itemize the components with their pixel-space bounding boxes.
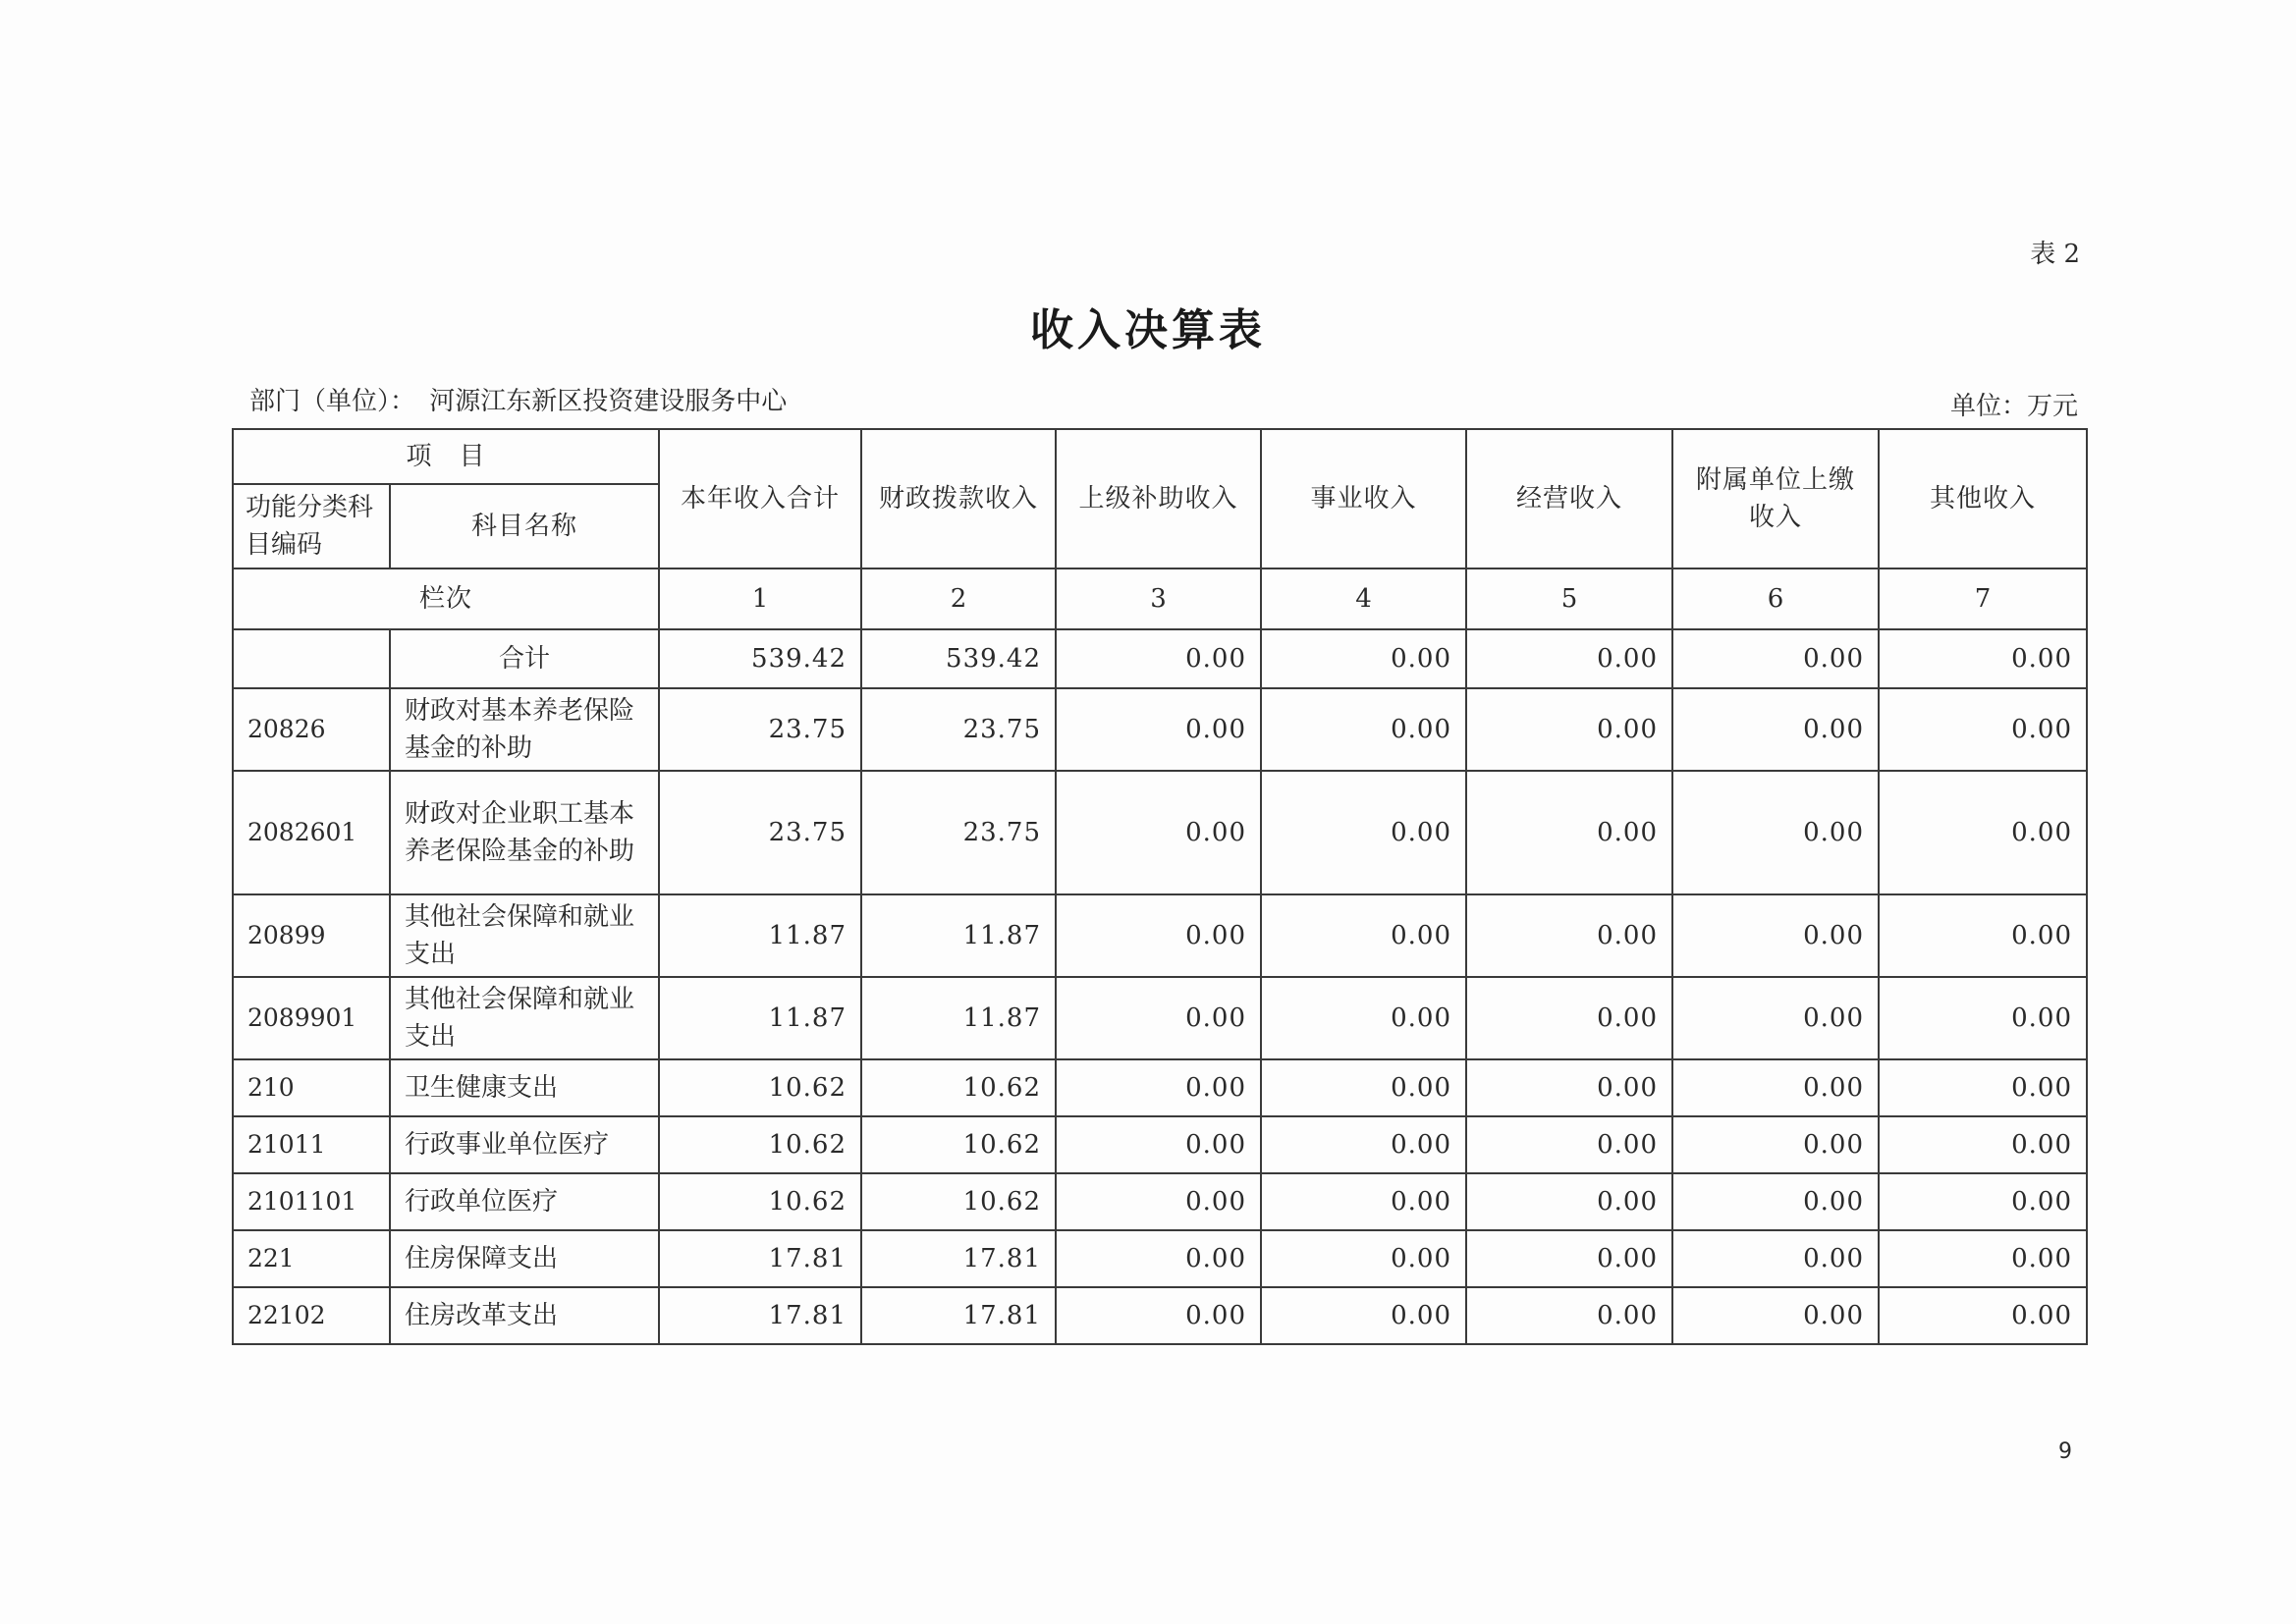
index-row xyxy=(233,568,2087,629)
header-item: 项 目 xyxy=(233,429,659,484)
row-value-3: 0.00 xyxy=(1056,977,1261,1059)
row-value-7: 0.00 xyxy=(1879,894,2087,977)
department-name: 河源江东新区投资建设服务中心 xyxy=(429,387,788,416)
row-value-1: 23.75 xyxy=(659,771,861,894)
row-value-4: 0.00 xyxy=(1261,771,1466,894)
row-code: 2089901 xyxy=(233,977,390,1059)
row-value-6: 0.00 xyxy=(1672,1116,1879,1173)
page-number: 9 xyxy=(2058,1439,2072,1464)
row-value-7: 0.00 xyxy=(1879,1116,2087,1173)
row-value-4: 0.00 xyxy=(1261,1230,1466,1287)
row-name: 住房保障支出 xyxy=(390,1230,659,1287)
row-value-1: 10.62 xyxy=(659,1173,861,1230)
row-value-6: 0.00 xyxy=(1672,977,1879,1059)
row-value-4: 0.00 xyxy=(1261,977,1466,1059)
row-value-4: 0.00 xyxy=(1261,1116,1466,1173)
table-row xyxy=(233,894,2087,977)
row-value-7: 0.00 xyxy=(1879,1059,2087,1116)
total-value-4: 0.00 xyxy=(1261,629,1466,688)
row-value-5: 0.00 xyxy=(1466,1173,1672,1230)
total-value-6: 0.00 xyxy=(1672,629,1879,688)
row-value-6: 0.00 xyxy=(1672,894,1879,977)
total-value-1: 539.42 xyxy=(659,629,861,688)
row-code: 2082601 xyxy=(233,771,390,894)
index-3: 3 xyxy=(1056,568,1261,629)
table-number: 表 2 xyxy=(2030,240,2080,269)
row-value-5: 0.00 xyxy=(1466,688,1672,771)
row-value-1: 11.87 xyxy=(659,977,861,1059)
income-table xyxy=(232,428,2088,1345)
total-label: 合计 xyxy=(390,629,659,688)
row-value-5: 0.00 xyxy=(1466,1116,1672,1173)
table-row xyxy=(233,1059,2087,1116)
row-value-3: 0.00 xyxy=(1056,1230,1261,1287)
header-name: 科目名称 xyxy=(390,484,659,568)
index-6: 6 xyxy=(1672,568,1879,629)
row-name: 财政对基本养老保险基金的补助 xyxy=(390,688,659,771)
unit-label: 单位：万元 xyxy=(1949,392,2078,421)
total-code-cell xyxy=(233,629,390,688)
row-value-5: 0.00 xyxy=(1466,771,1672,894)
page-title: 收入决算表 xyxy=(1030,305,1266,355)
row-value-1: 11.87 xyxy=(659,894,861,977)
table-row xyxy=(233,1230,2087,1287)
header-col-5: 经营收入 xyxy=(1466,429,1672,568)
header-col-3: 上级补助收入 xyxy=(1056,429,1261,568)
row-value-2: 23.75 xyxy=(861,688,1056,771)
row-name: 住房改革支出 xyxy=(390,1287,659,1344)
total-value-2: 539.42 xyxy=(861,629,1056,688)
header-code: 功能分类科目编码 xyxy=(233,484,390,568)
row-value-6: 0.00 xyxy=(1672,1059,1879,1116)
row-value-5: 0.00 xyxy=(1466,977,1672,1059)
row-value-7: 0.00 xyxy=(1879,977,2087,1059)
row-code: 20899 xyxy=(233,894,390,977)
header-row-1 xyxy=(233,429,2087,484)
row-value-2: 10.62 xyxy=(861,1059,1056,1116)
index-4: 4 xyxy=(1261,568,1466,629)
row-name: 行政单位医疗 xyxy=(390,1173,659,1230)
row-value-3: 0.00 xyxy=(1056,1287,1261,1344)
row-value-3: 0.00 xyxy=(1056,1059,1261,1116)
row-code: 210 xyxy=(233,1059,390,1116)
table-row xyxy=(233,1173,2087,1230)
row-name: 其他社会保障和就业支出 xyxy=(390,894,659,977)
table-row xyxy=(233,771,2087,894)
row-value-2: 11.87 xyxy=(861,977,1056,1059)
table-row xyxy=(233,977,2087,1059)
index-5: 5 xyxy=(1466,568,1672,629)
row-code: 221 xyxy=(233,1230,390,1287)
row-code: 21011 xyxy=(233,1116,390,1173)
total-row xyxy=(233,629,2087,688)
total-value-7: 0.00 xyxy=(1879,629,2087,688)
header-col-2: 财政拨款收入 xyxy=(861,429,1056,568)
index-1: 1 xyxy=(659,568,861,629)
row-value-6: 0.00 xyxy=(1672,1173,1879,1230)
row-value-7: 0.00 xyxy=(1879,688,2087,771)
row-value-2: 17.81 xyxy=(861,1287,1056,1344)
header-col-6: 附属单位上缴收入 xyxy=(1672,429,1879,568)
header-col-7: 其他收入 xyxy=(1879,429,2087,568)
index-label: 栏次 xyxy=(233,568,659,629)
row-value-5: 0.00 xyxy=(1466,1059,1672,1116)
row-value-4: 0.00 xyxy=(1261,1287,1466,1344)
row-name: 卫生健康支出 xyxy=(390,1059,659,1116)
row-value-2: 10.62 xyxy=(861,1173,1056,1230)
row-value-4: 0.00 xyxy=(1261,1173,1466,1230)
row-name: 财政对企业职工基本养老保险基金的补助 xyxy=(390,771,659,894)
row-value-1: 17.81 xyxy=(659,1287,861,1344)
row-value-4: 0.00 xyxy=(1261,1059,1466,1116)
row-value-7: 0.00 xyxy=(1879,1230,2087,1287)
row-value-2: 11.87 xyxy=(861,894,1056,977)
row-name: 其他社会保障和就业支出 xyxy=(390,977,659,1059)
row-value-4: 0.00 xyxy=(1261,688,1466,771)
row-code: 20826 xyxy=(233,688,390,771)
row-value-1: 17.81 xyxy=(659,1230,861,1287)
department-line xyxy=(249,381,787,417)
row-value-6: 0.00 xyxy=(1672,688,1879,771)
table-row xyxy=(233,688,2087,771)
row-value-3: 0.00 xyxy=(1056,1116,1261,1173)
row-value-3: 0.00 xyxy=(1056,1173,1261,1230)
row-value-7: 0.00 xyxy=(1879,1287,2087,1344)
header-col-1: 本年收入合计 xyxy=(659,429,861,568)
row-name: 行政事业单位医疗 xyxy=(390,1116,659,1173)
row-value-7: 0.00 xyxy=(1879,1173,2087,1230)
total-value-5: 0.00 xyxy=(1466,629,1672,688)
row-value-2: 10.62 xyxy=(861,1116,1056,1173)
index-2: 2 xyxy=(861,568,1056,629)
row-value-2: 23.75 xyxy=(861,771,1056,894)
total-value-3: 0.00 xyxy=(1056,629,1261,688)
row-value-1: 10.62 xyxy=(659,1116,861,1173)
row-value-5: 0.00 xyxy=(1466,894,1672,977)
header-col-4: 事业收入 xyxy=(1261,429,1466,568)
row-value-6: 0.00 xyxy=(1672,1230,1879,1287)
table-row xyxy=(233,1116,2087,1173)
department-label: 部门（单位）： xyxy=(249,387,416,416)
row-value-5: 0.00 xyxy=(1466,1287,1672,1344)
row-code: 22102 xyxy=(233,1287,390,1344)
table-row xyxy=(233,1287,2087,1344)
row-value-6: 0.00 xyxy=(1672,771,1879,894)
row-value-2: 17.81 xyxy=(861,1230,1056,1287)
row-value-3: 0.00 xyxy=(1056,771,1261,894)
row-value-1: 23.75 xyxy=(659,688,861,771)
row-value-7: 0.00 xyxy=(1879,771,2087,894)
row-value-4: 0.00 xyxy=(1261,894,1466,977)
row-value-3: 0.00 xyxy=(1056,688,1261,771)
row-value-5: 0.00 xyxy=(1466,1230,1672,1287)
row-value-1: 10.62 xyxy=(659,1059,861,1116)
row-code: 2101101 xyxy=(233,1173,390,1230)
index-7: 7 xyxy=(1879,568,2087,629)
row-value-3: 0.00 xyxy=(1056,894,1261,977)
row-value-6: 0.00 xyxy=(1672,1287,1879,1344)
